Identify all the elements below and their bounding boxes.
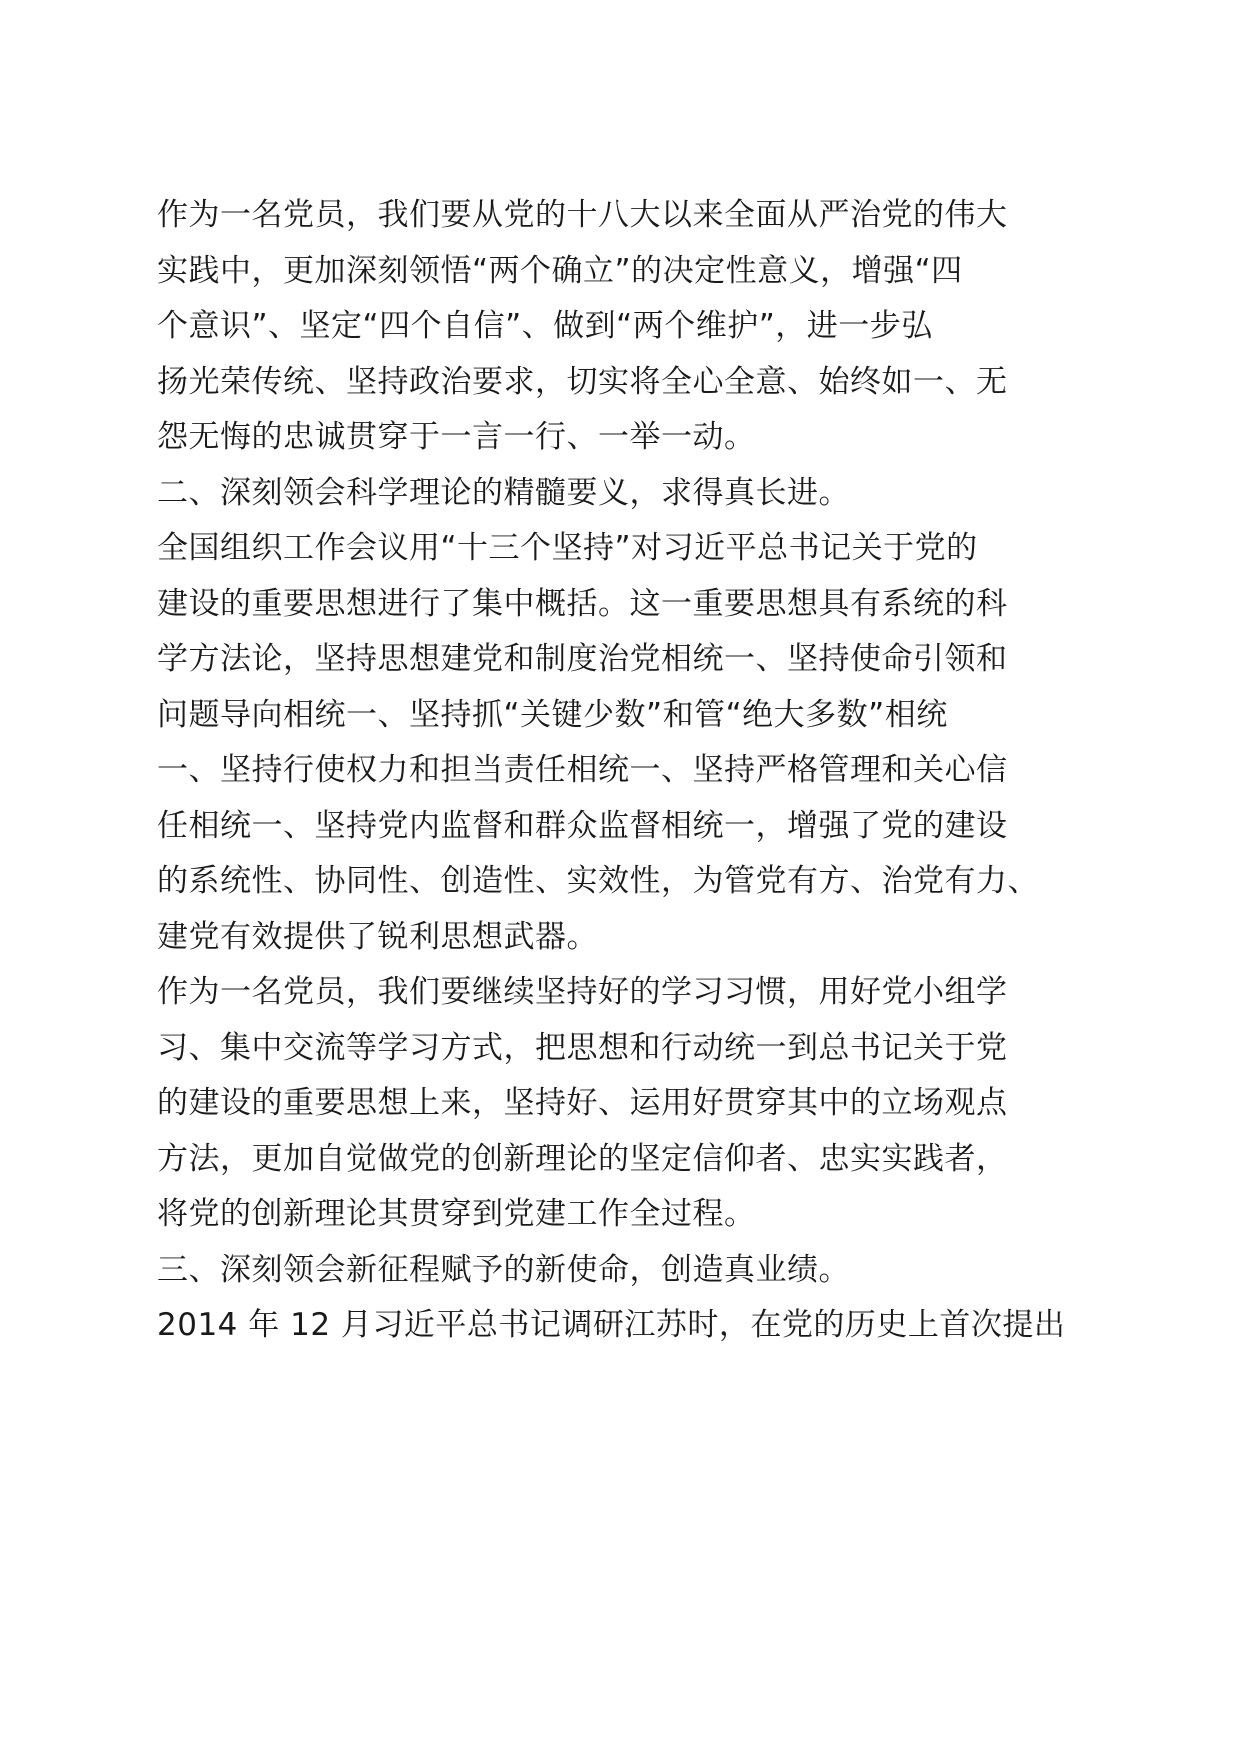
text-line: 建党有效提供了锐利思想武器。 <box>157 918 598 955</box>
text-line: 方法，更加自觉做党的创新理论的坚定信仰者、忠实实践者， <box>157 1140 1008 1177</box>
text-line: 全国组织工作会议用“十三个坚持”对习近平总书记关于党的 <box>157 530 978 566</box>
text-line: 的系统性、协同性、创造性、实效性，为管党有方、治党有力、 <box>157 863 1039 899</box>
text-line: 怨无悔的忠诚贯穿于一言一行、一举一动。 <box>157 419 756 455</box>
text-line: 扬光荣传统、坚持政治要求，切实将全心全意、始终如一、无 <box>157 363 1008 400</box>
text-line: 作为一名党员，我们要继续坚持好的学习习惯，用好党小组学 <box>157 974 1008 1010</box>
text-line: 作为一名党员，我们要从党的十八大以来全面从严治党的伟大 <box>157 197 1008 233</box>
document-body <box>157 188 1092 1354</box>
text-line: 问题导向相统一、坚持抓“关键少数”和管“绝大多数”相统 <box>157 696 948 733</box>
text-line: 任相统一、坚持党内监督和群众监督相统一，增强了党的建设 <box>157 807 1008 844</box>
text-line: 实践中，更加深刻领悟“两个确立”的决定性意义，增强“四 <box>157 252 963 289</box>
text-line: 习、集中交流等学习方式，把思想和行动统一到总书记关于党 <box>157 1029 1008 1066</box>
text-line: 建设的重要思想进行了集中概括。这一重要思想具有系统的科 <box>157 585 1008 622</box>
text-line: 个意识”、坚定“四个自信”、做到“两个维护”，进一步弘 <box>157 308 933 344</box>
text-line: 一、坚持行使权力和担当责任相统一、坚持严格管理和关心信 <box>157 752 1008 788</box>
text-line: 将党的创新理论其贯穿到党建工作全过程。 <box>157 1196 756 1232</box>
text-line: 学方法论，坚持思想建党和制度治党相统一、坚持使命引领和 <box>157 641 1008 677</box>
section-heading: 二、深刻领会科学理论的精髓要义，求得真长进。 <box>157 474 850 511</box>
text-line: 2014 年 12 月习近平总书记调研江苏时，在党的历史上首次提出 <box>157 1307 1066 1343</box>
section-heading: 三、深刻领会新征程赋予的新使命，创造真业绩。 <box>157 1251 850 1288</box>
text-line: 的建设的重要思想上来，坚持好、运用好贯穿其中的立场观点 <box>157 1085 1008 1121</box>
